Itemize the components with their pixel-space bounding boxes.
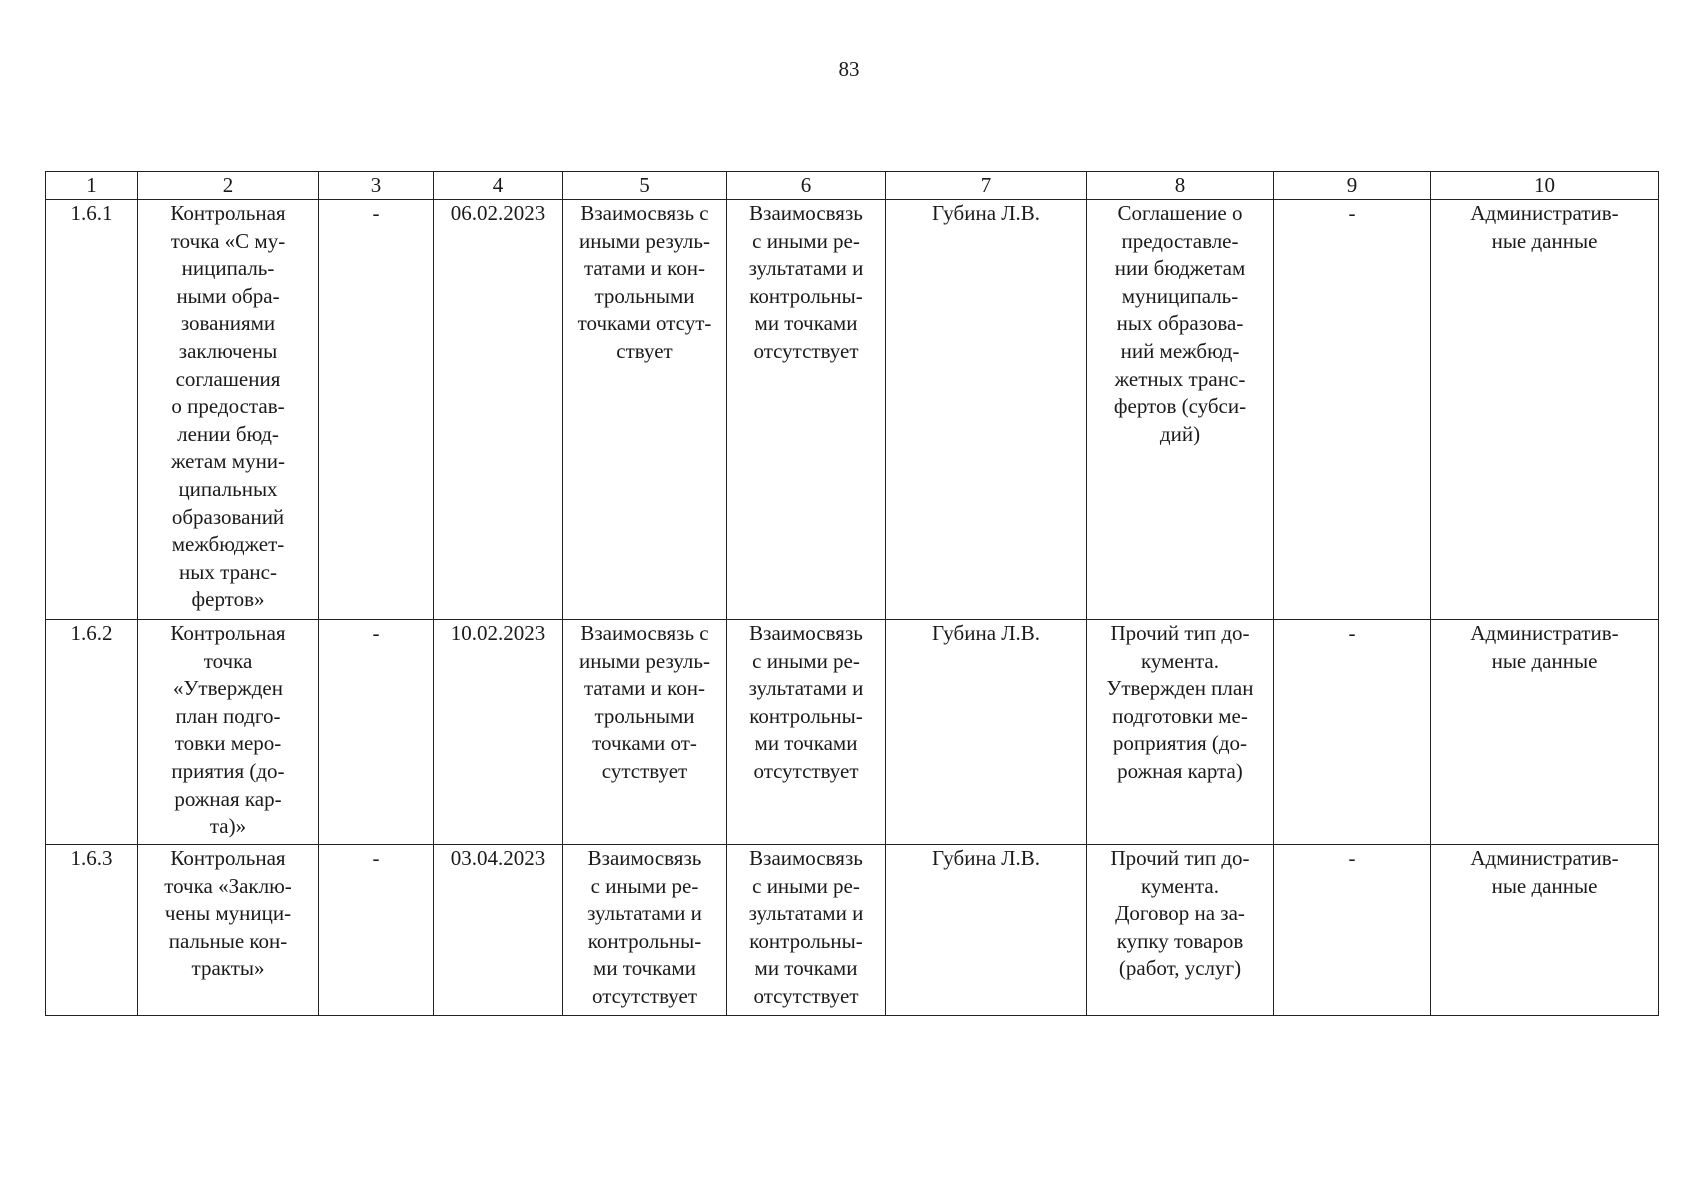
table-row [46, 845, 1659, 1016]
column-header: 4 [434, 172, 563, 200]
cell-control-point: Контрольная точка «Заклю- чены муници- пальные кон- тракты» [138, 845, 319, 1016]
cell-number: 1.6.3 [46, 845, 138, 1016]
table-header-row [46, 172, 1659, 200]
cell-col3: - [319, 200, 434, 620]
cell-document: Соглашение о предоставле- нии бюджетам муниципаль- ных образова- ний межбюд- жетных транс- фертов (субси- дий) [1087, 200, 1274, 620]
column-header: 8 [1087, 172, 1274, 200]
cell-document: Прочий тип до- кумента. Договор на за- купку товаров (работ, услуг) [1087, 845, 1274, 1016]
cell-col3: - [319, 845, 434, 1016]
table-row [46, 620, 1659, 845]
cell-date: 10.02.2023 [434, 620, 563, 845]
cell-relation-results: Взаимосвязь с иными резуль- татами и кон- трольными точками отсут- ствует [563, 200, 727, 620]
cell-date: 06.02.2023 [434, 200, 563, 620]
column-header: 1 [46, 172, 138, 200]
cell-relation-points: Взаимосвязь с иными ре- зультатами и контрольны- ми точками отсутствует [727, 620, 886, 845]
cell-document: Прочий тип до- кумента. Утвержден план подготовки ме- роприятия (до- рожная карта) [1087, 620, 1274, 845]
cell-info-source: Административ- ные данные [1431, 200, 1659, 620]
cell-responsible: Губина Л.В. [886, 200, 1087, 620]
cell-col9: - [1274, 200, 1431, 620]
cell-control-point: Контрольная точка «С му- ниципаль- ными обра- зованиями заключены соглашения о предостав- лении бюд- жетам муни- ципальных образований межбюджет- ных транс- фертов» [138, 200, 319, 620]
column-header: 10 [1431, 172, 1659, 200]
cell-responsible: Губина Л.В. [886, 845, 1087, 1016]
cell-col9: - [1274, 620, 1431, 845]
column-header: 5 [563, 172, 727, 200]
cell-relation-points: Взаимосвязь с иными ре- зультатами и контрольны- ми точками отсутствует [727, 845, 886, 1016]
cell-number: 1.6.1 [46, 200, 138, 620]
page-number: 83 [838, 57, 860, 81]
column-header: 6 [727, 172, 886, 200]
cell-date: 03.04.2023 [434, 845, 563, 1016]
column-header: 3 [319, 172, 434, 200]
cell-info-source: Административ- ные данные [1431, 845, 1659, 1016]
cell-relation-results: Взаимосвязь с иными резуль- татами и кон- трольными точками от- сутствует [563, 620, 727, 845]
cell-control-point: Контрольная точка «Утвержден план подго- товки меро- приятия (до- рожная кар- та)» [138, 620, 319, 845]
column-header: 2 [138, 172, 319, 200]
cell-number: 1.6.2 [46, 620, 138, 845]
cell-responsible: Губина Л.В. [886, 620, 1087, 845]
control-points-table [45, 171, 1659, 1016]
table-row [46, 200, 1659, 620]
cell-info-source: Административ- ные данные [1431, 620, 1659, 845]
column-header: 9 [1274, 172, 1431, 200]
cell-relation-results: Взаимосвязь с иными ре- зультатами и контрольны- ми точками отсутствует [563, 845, 727, 1016]
cell-relation-points: Взаимосвязь с иными ре- зультатами и контрольны- ми точками отсутствует [727, 200, 886, 620]
cell-col3: - [319, 620, 434, 845]
column-header: 7 [886, 172, 1087, 200]
cell-col9: - [1274, 845, 1431, 1016]
